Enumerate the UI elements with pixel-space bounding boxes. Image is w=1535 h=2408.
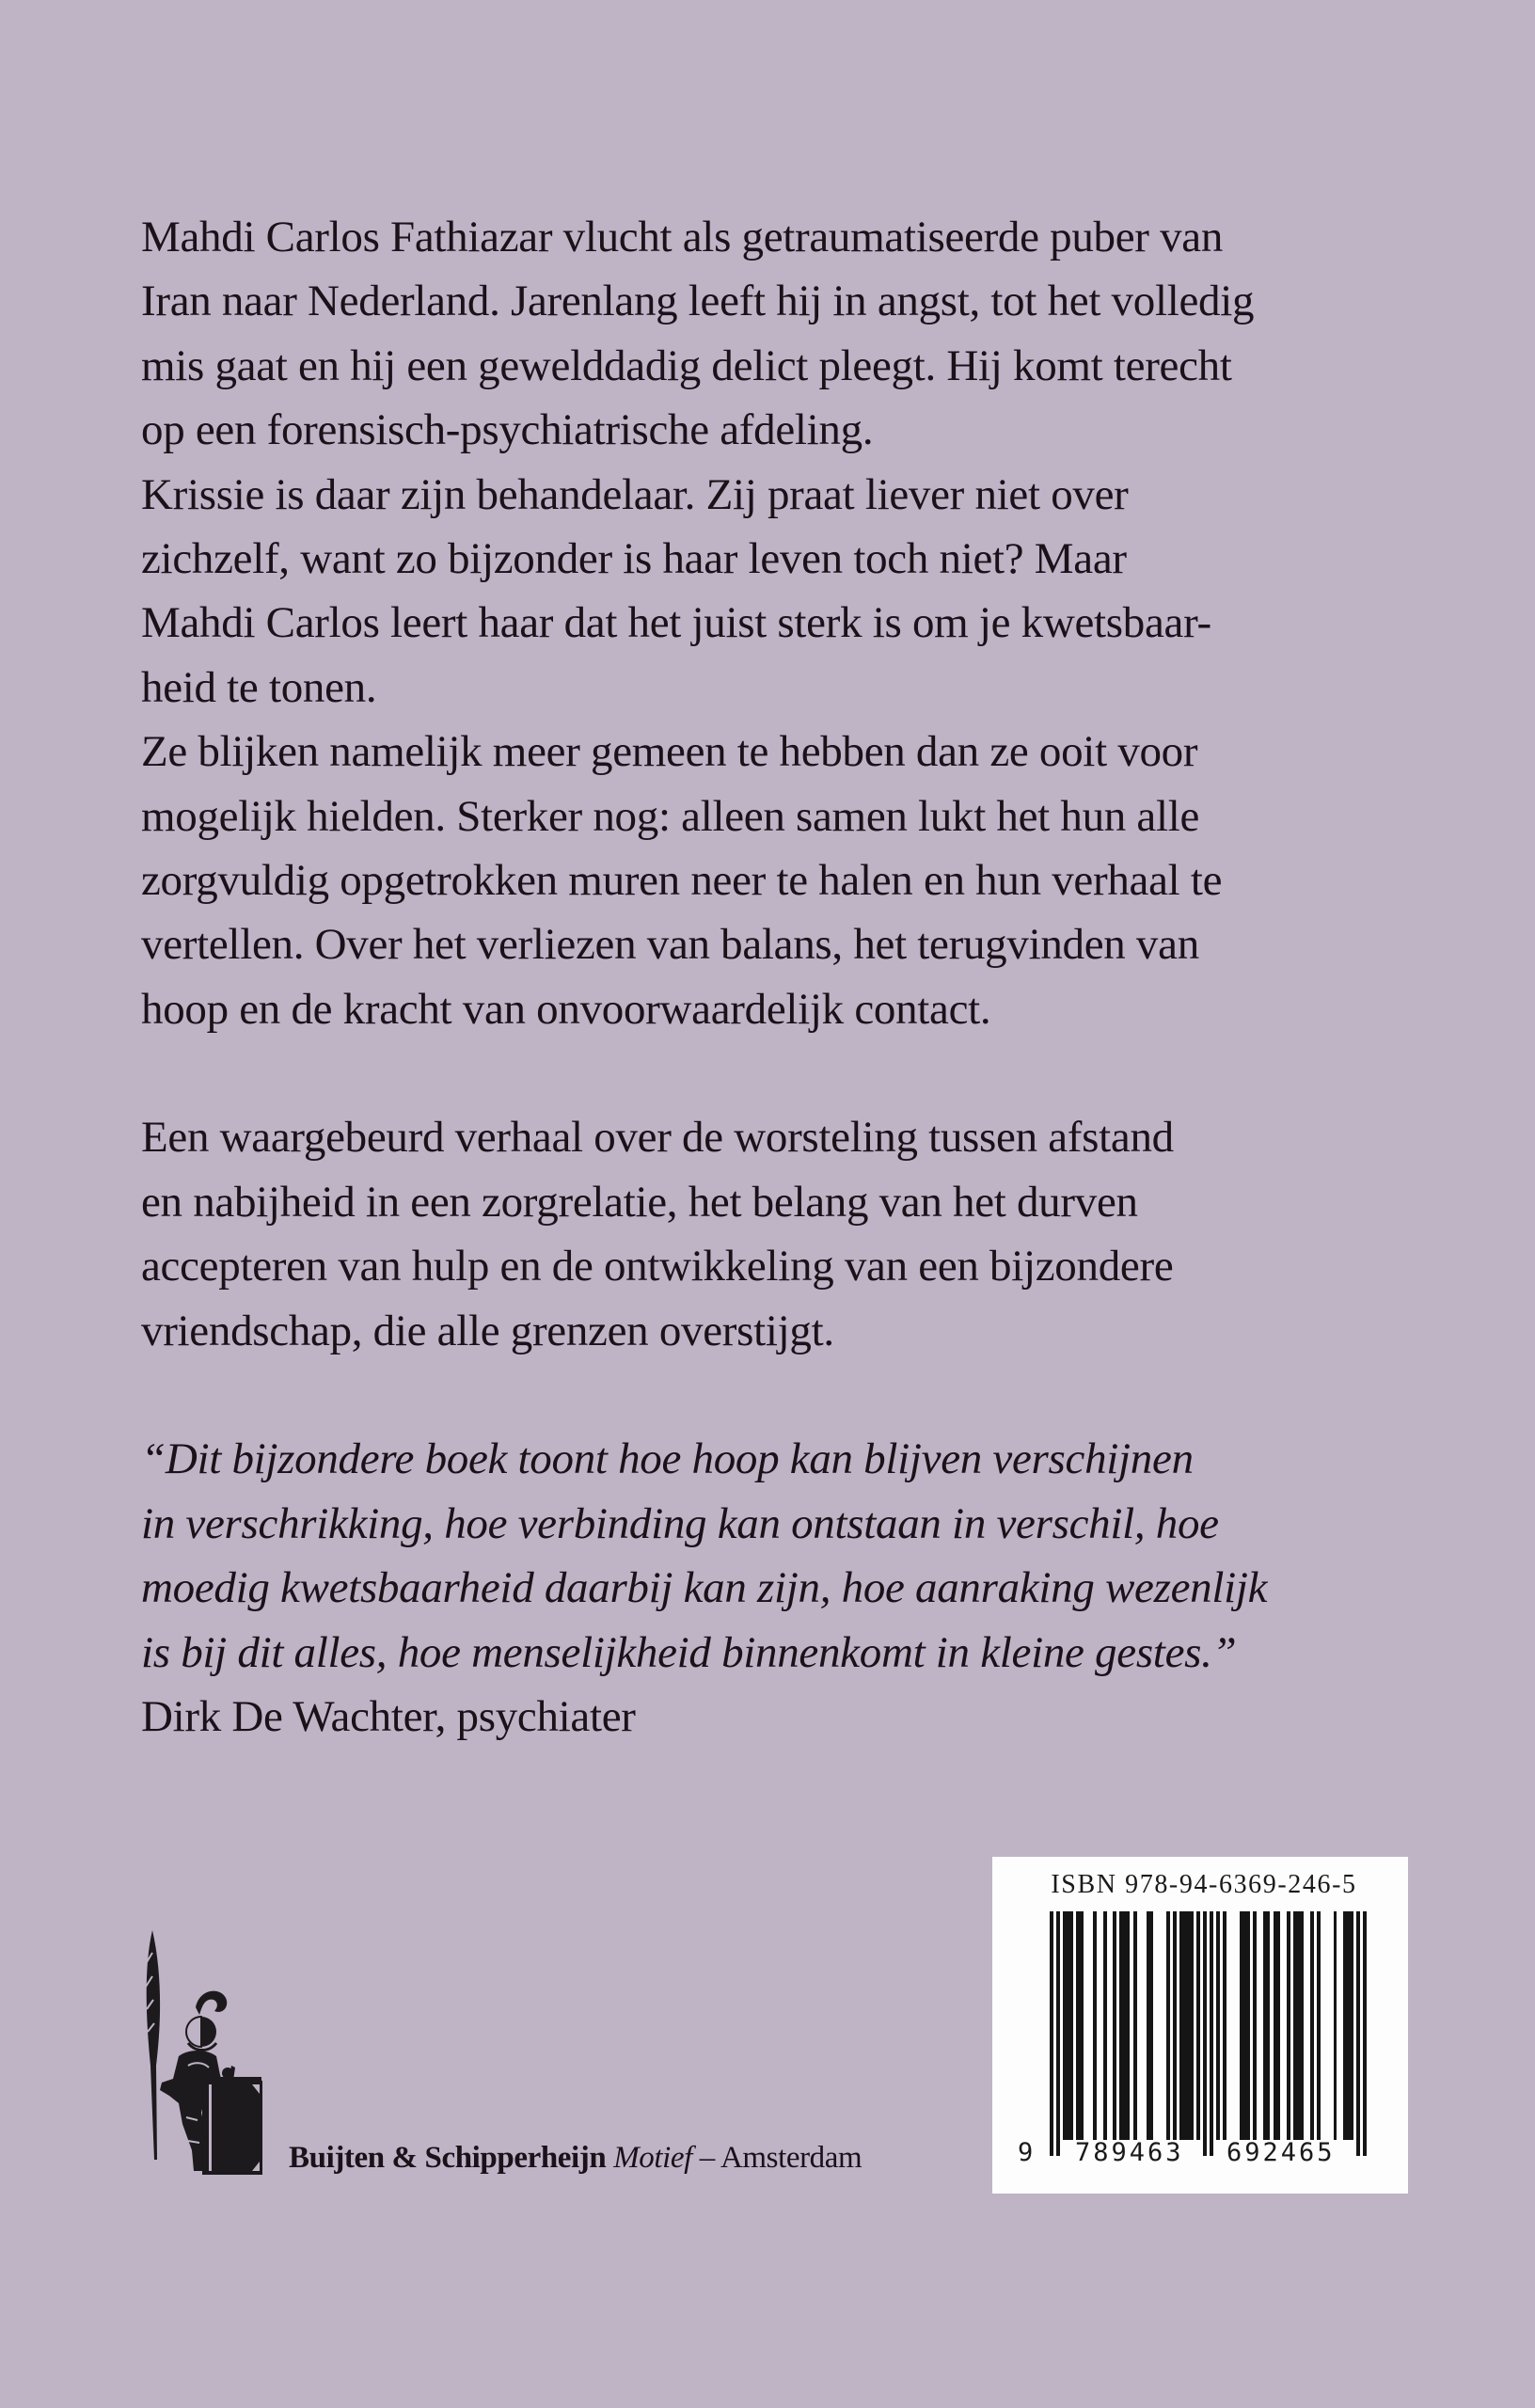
- barcode-bar: [1173, 1911, 1177, 2140]
- barcode-bar: [1350, 1911, 1353, 2140]
- barcode-bars: [1050, 1911, 1367, 2156]
- text-line: Krissie is daar zijn behandelaar. Zij praat liever niet over: [141, 469, 1129, 519]
- publisher-imprint: Motief: [613, 2141, 692, 2175]
- barcode-bar: [1080, 1911, 1084, 2140]
- barcode-bar: [1103, 1911, 1107, 2140]
- barcode-bar: [1356, 1911, 1360, 2156]
- publisher-line: [289, 2139, 862, 2177]
- barcode-bar: [1196, 1911, 1200, 2140]
- publisher-name: Buijten & Schipperheijn: [289, 2141, 607, 2175]
- publisher-city: Amsterdam: [720, 2141, 862, 2175]
- isbn-label: ISBN 978-94-6369-246-5: [1051, 1870, 1357, 1899]
- barcode-bar: [1203, 1911, 1207, 2156]
- barcode-digits-left: 789463: [1075, 2138, 1184, 2167]
- summary-paragraph: [141, 1105, 1458, 1363]
- barcode-digits-right: 692465: [1226, 2138, 1336, 2167]
- text-line: vriendschap, die alle grenzen overstijgt.: [141, 1306, 834, 1355]
- barcode-bar: [1133, 1911, 1137, 2140]
- quote-line: in verschrikking, hoe verbinding kan ontstaan in verschil, hoe: [141, 1498, 1219, 1548]
- barcode-bar: [1253, 1911, 1257, 2140]
- paragraph-spacer: [141, 1041, 1458, 1105]
- barcode-bar: [1127, 1911, 1131, 2140]
- barcode-bar: [1113, 1911, 1116, 2140]
- quote-line: is bij dit alles, hoe menselijkheid binnenkomt in kleine gestes.”: [141, 1627, 1237, 1677]
- text-line: en nabijheid in een zorgrelatie, het belang van het durven: [141, 1177, 1138, 1227]
- text-line: heid te tonen.: [141, 662, 377, 712]
- barcode-bar: [1223, 1911, 1226, 2140]
- text-line: hoop en de kracht van onvoorwaardelijk contact.: [141, 984, 991, 1034]
- quote-attribution: Dirk De Wachter, psychiater: [141, 1691, 636, 1741]
- barcode-bar: [1069, 1911, 1073, 2140]
- paragraph-spacer: [141, 1363, 1458, 1427]
- barcode-bar: [1056, 1911, 1060, 2156]
- barcode-bar: [1149, 1911, 1153, 2140]
- synopsis-paragraph: [141, 205, 1458, 1041]
- barcode-bar: [1334, 1911, 1337, 2140]
- quote-line: “Dit bijzondere boek toont hoe hoop kan blijven verschijnen: [141, 1434, 1194, 1484]
- text-line: Een waargebeurd verhaal over de worsteling tussen afstand: [141, 1113, 1174, 1163]
- barcode-bar: [1166, 1911, 1170, 2140]
- barcode-bar: [1210, 1911, 1213, 2156]
- text-line: Mahdi Carlos leert haar dat het juist sterk is om je kwetsbaar-: [141, 598, 1211, 648]
- barcode-bar: [1363, 1911, 1367, 2156]
- knight-with-quill-and-book-logo: [141, 1925, 273, 2178]
- text-line: mogelijk hielden. Sterker nog: alleen samen lukt het hun alle: [141, 791, 1200, 841]
- barcode-digit-first: 9: [1018, 2138, 1034, 2167]
- barcode-bar: [1317, 1911, 1321, 2140]
- text-line: zorgvuldig opgetrokken muren neer te halen en hun verhaal te: [141, 855, 1223, 905]
- text-line: accepteren van hulp en de ontwikkeling van een bijzondere: [141, 1242, 1174, 1291]
- quote-line: moedig kwetsbaarheid daarbij kan zijn, hoe aanraking wezenlijk: [141, 1563, 1268, 1613]
- text-line: Mahdi Carlos Fathiazar vlucht als getraumatiseerde puber van: [141, 213, 1224, 261]
- text-line: vertellen. Over het verliezen van balans, het terugvinden van: [141, 920, 1199, 970]
- barcode-bar: [1267, 1911, 1271, 2140]
- barcode-bar: [1050, 1911, 1053, 2156]
- barcode-bar: [1300, 1911, 1304, 2140]
- text-line: Iran naar Nederland. Jarenlang leeft hij in angst, tot het volledig: [141, 277, 1255, 326]
- endorsement-quote: [141, 1427, 1458, 1685]
- barcode-bar: [1216, 1911, 1220, 2140]
- barcode-bar: [1276, 1911, 1280, 2140]
- text-line: op een forensisch-psychiatrische afdeling.: [141, 405, 874, 455]
- barcode-bar: [1093, 1911, 1097, 2140]
- barcode-bar: [1287, 1911, 1290, 2140]
- back-cover-blurb: [141, 205, 1458, 1749]
- barcode-bar: [1190, 1911, 1194, 2140]
- barcode-bar: [1310, 1911, 1314, 2140]
- text-line: Ze blijken namelijk meer gemeen te hebben dan ze ooit voor: [141, 727, 1198, 777]
- barcode-bar: [1246, 1911, 1250, 2140]
- text-line: mis gaat en hij een gewelddadig delict pleegt. Hij komt terecht: [141, 341, 1232, 390]
- publisher-separator: –: [691, 2141, 720, 2175]
- text-line: zichzelf, want zo bijzonder is haar leven toch niet? Maar: [141, 533, 1127, 583]
- isbn-barcode: [992, 1857, 1408, 2194]
